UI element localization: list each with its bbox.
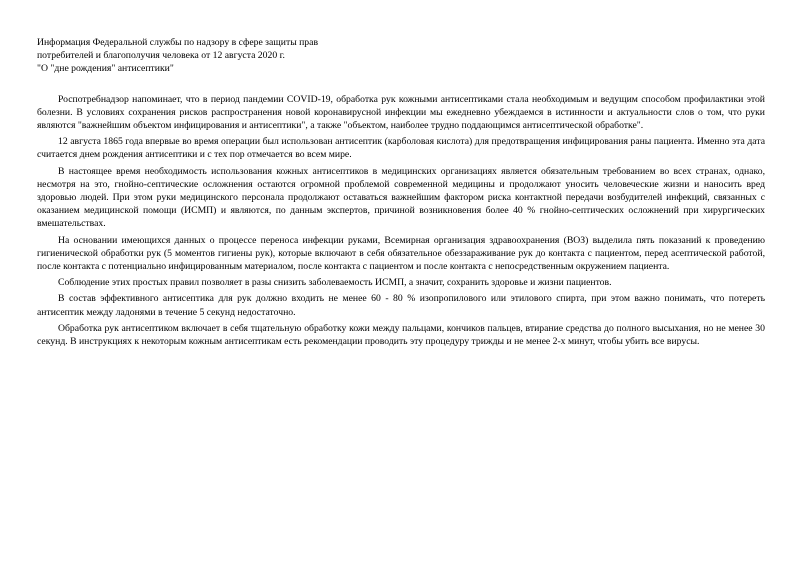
header-line-1: Информация Федеральной службы по надзору в сфере защиты прав	[37, 37, 319, 48]
document-header	[37, 36, 765, 76]
paragraph: В состав эффективного антисептика для рук должно входить не менее 60 - 80 % изопропилового или этилового спирта, при этом важно понимать, что потереть антисептик между ладонями в течение 5 секунд недостаточно.	[37, 293, 765, 318]
paragraph: В настоящее время необходимость использования кожных антисептиков в медицинских организациях является обязательным требованием во всех странах, однако, несмотря на это, гнойно-септические осложнения остаются огромной проблемой современной медицины и продолжают уносить человеческие жизни и наносить вред здоровью людей. При этом руки медицинского персонала продолжают оставаться важнейшим фактором риска контактной передачи возбудителей инфекций, связанных с оказанием медицинской помощи (ИСМП) и являются, по данным экспертов, причиной возникновения более 40 % гнойно-септических осложнений при хирургических вмешательствах.	[37, 165, 765, 230]
header-line-2: потребителей и благополучия человека от 12 августа 2020 г.	[37, 50, 285, 62]
document-page	[37, 36, 765, 351]
paragraph: Роспотребнадзор напоминает, что в период пандемии COVID-19, обработка рук кожными антисептиками стала необходимым и ведущим способом профилактики этой болезни. В условиях сохранения рисков распространения новой коронавирусной инфекции мы ежедневно убеждаемся в истинности и актуальности слов о том, что руки являются "важнейшим объектом инфицирования и антисептики", а также "объектом, наиболее трудно поддающимся антисептической обработке".	[37, 93, 765, 132]
document-body	[37, 93, 765, 349]
paragraph: Соблюдение этих простых правил позволяет в разы снизить заболеваемость ИСМП, а значит, сохранить здоровье и жизни пациентов.	[58, 277, 612, 289]
header-line-3: "О "дне рождения" антисептики"	[37, 63, 174, 75]
paragraph: Обработка рук антисептиком включает в себя тщательную обработку кожи между пальцами, кончиков пальцев, втирание средства до полного высыхания, но не менее 30 секунд. В инструкциях к некоторым кожным антисептикам есть рекомендации проводить эту процедуру трижды и не менее 2-х минут, чтобы убить все вирусы.	[37, 322, 765, 348]
paragraph: 12 августа 1865 года впервые во время операции был использован антисептик (карболовая кислота) для предотвращения инфицирования раны пациента. Именно эта дата считается днем рождения антисептики и с тех пор отмечается во всем мире.	[37, 136, 765, 161]
paragraph: На основании имеющихся данных о процессе переноса инфекции руками, Всемирная организация здравоохранения (ВОЗ) выделила пять показаний к проведению гигиенической обработки рук (5 моментов гигиены рук), которые включают в себя обязательное обеззараживание рук до контакта с пациентом, перед асептической работой, после контакта с потенциально инфицированным материалом, после контакта с пациентом и после контакта с непосредственным окружением пациента.	[37, 234, 765, 273]
